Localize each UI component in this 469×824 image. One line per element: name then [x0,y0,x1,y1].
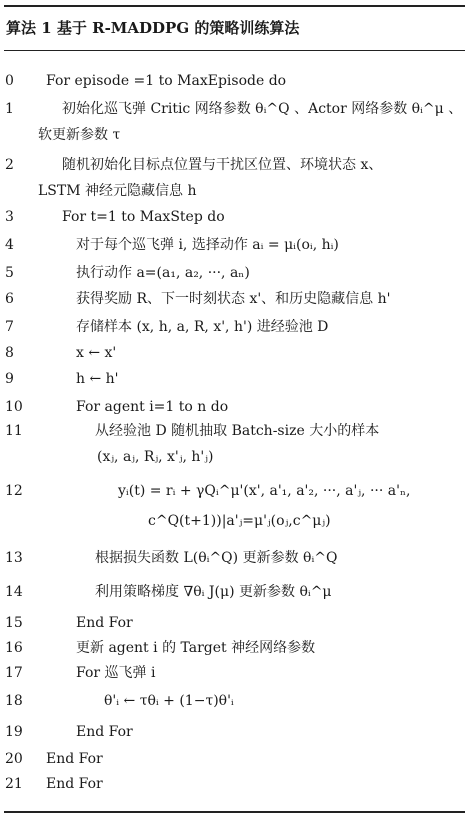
line-text: 随机初始化目标点位置与干扰区位置、环境状态 x、 [62,157,383,173]
line-text: 初始化巡飞弹 Critic 网络参数 θᵢ^Q 、Actor 网络参数 θᵢ^μ 、 [62,101,463,117]
line-number: 1 [5,101,14,117]
line-text: End For [46,751,103,767]
line-text: For 巡飞弹 i [76,665,156,681]
header-rule [4,50,465,51]
line-text: 根据损失函数 L(θᵢ^Q) 更新参数 θᵢ^Q [95,550,338,566]
line-text: For agent i=1 to n do [76,399,229,415]
line-text: 执行动作 a=(a₁, a₂, ···, aₙ) [76,265,250,281]
line-text: 利用策略梯度 ∇θᵢ J(μ) 更新参数 θᵢ^μ [95,584,332,600]
top-rule [4,5,465,7]
line-number: 14 [5,584,23,600]
line-text: 存储样本 (x, h, a, R, x', h') 进经验池 D [76,319,329,335]
line-number: 8 [5,345,14,361]
line-number: 17 [5,665,23,681]
algorithm-title: 算法 1 基于 R-MADDPG 的策略训练算法 [6,19,300,37]
line-text: 更新 agent i 的 Target 神经网络参数 [76,640,316,656]
line-number: 18 [5,693,23,709]
line-number: 11 [5,423,23,439]
line-number: 0 [5,73,14,89]
line-text: 对于每个巡飞弹 i, 选择动作 aᵢ = μᵢ(oᵢ, hᵢ) [76,237,339,253]
line-number: 13 [5,550,23,566]
line-text: 获得奖励 R、下一时刻状态 x'、和历史隐藏信息 h' [76,291,391,307]
line-text: x ← x' [76,345,117,361]
line-number: 20 [5,751,23,767]
line-number: 2 [5,157,14,173]
line-number: 3 [5,209,14,225]
line-number: 6 [5,291,14,307]
line-text: End For [76,615,133,631]
line-number: 9 [5,371,14,387]
line-text: For t=1 to MaxStep do [62,209,225,225]
line-text: yᵢ(t) = rᵢ + γQᵢ^μ'(x', a'₁, a'₂, ···, a'ⱼ, ··· a'ₙ, [118,483,411,499]
line-text: θ'ᵢ ← τθᵢ + (1−τ)θ'ᵢ [104,693,234,709]
line-text: For episode =1 to MaxEpisode do [46,73,287,89]
line-text: h ← h' [76,371,119,387]
line-number: 15 [5,615,23,631]
line-number: 16 [5,640,23,656]
line-text: (xⱼ, aⱼ, Rⱼ, x'ⱼ, h'ⱼ) [97,449,214,465]
bottom-rule [4,811,465,813]
line-number: 19 [5,724,23,740]
line-text: End For [46,776,103,792]
line-text: c^Q(t+1))|a'ⱼ=μ'ⱼ(oⱼ,c^μⱼ) [148,513,331,529]
line-number: 10 [5,399,23,415]
line-text: 从经验池 D 随机抽取 Batch-size 大小的样本 [95,423,380,439]
line-number: 21 [5,776,23,792]
line-text: 软更新参数 τ [38,127,121,143]
line-text: LSTM 神经元隐藏信息 h [38,183,197,199]
line-number: 7 [5,319,14,335]
line-number: 4 [5,237,14,253]
line-text: End For [76,724,133,740]
line-number: 5 [5,265,14,281]
line-number: 12 [5,483,23,499]
